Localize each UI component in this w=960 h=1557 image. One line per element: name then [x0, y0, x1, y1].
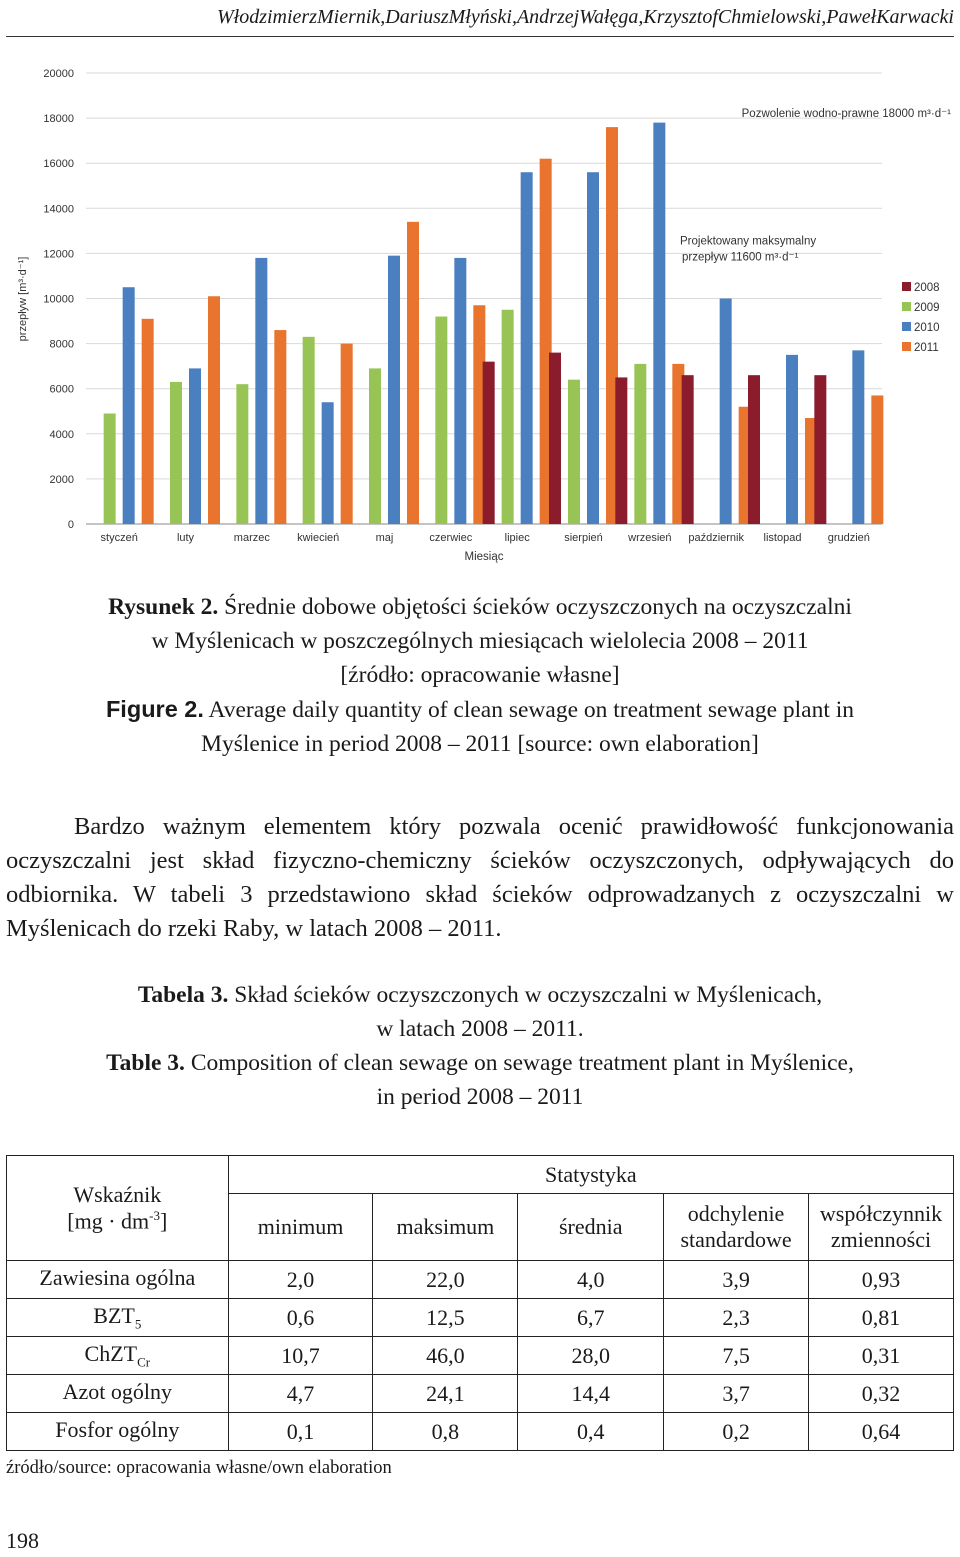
x-axis-label: Miesiąc	[464, 551, 504, 563]
legend-swatch-2011	[902, 342, 911, 351]
bar-2009	[435, 317, 447, 524]
x-tick-label: wrzesień	[628, 532, 672, 544]
bar-2010	[388, 256, 400, 524]
x-tick-label: sierpień	[564, 532, 603, 544]
table-caption-pl-line1	[0, 978, 960, 1012]
legend-label-2008: 2008	[914, 282, 940, 294]
source-note: źródło/source: opracowania własne/own elaboration	[6, 1458, 392, 1478]
y-tick-label: 12000	[43, 248, 74, 261]
bar-2009	[104, 414, 116, 524]
bar-2009	[634, 364, 646, 524]
row-name-text: Zawiesina ogólna	[39, 1264, 196, 1290]
table-row	[7, 1261, 954, 1299]
cell-min: 10,7	[228, 1337, 373, 1375]
cell-cv: 0,64	[809, 1413, 954, 1451]
cell-mean: 14,4	[518, 1375, 664, 1413]
table-label-pl: Tabela 3.	[137, 982, 229, 1008]
bar-2008	[682, 375, 694, 524]
bar-2009	[170, 382, 182, 524]
y-tick-label: 20000	[43, 68, 74, 80]
cell-max: 22,0	[373, 1261, 518, 1299]
cell-min: 4,7	[228, 1375, 373, 1413]
cell-cv: 0,32	[809, 1375, 954, 1413]
y-tick-label: 2000	[49, 473, 74, 486]
row-name	[7, 1299, 229, 1337]
table-caption-pl-line2: w latach 2008 – 2011.	[376, 1016, 584, 1042]
row-name	[7, 1413, 229, 1451]
cell-sd: 3,7	[664, 1375, 809, 1413]
unit-exponent: -3	[149, 1207, 161, 1223]
x-tick-label: kwiecień	[297, 532, 340, 544]
design-flow-annotation-line1: Projektowany maksymalny	[680, 235, 817, 248]
bar-2011	[208, 296, 220, 524]
table-header-row-1	[7, 1156, 954, 1194]
row-name-sub: 5	[134, 1316, 142, 1332]
cell-mean: 28,0	[518, 1337, 664, 1375]
permit-annotation: Pozwolenie wodno-prawne 18000 m³·d⁻¹	[741, 108, 951, 121]
x-tick-label: listopad	[763, 532, 802, 544]
y-tick-label: 4000	[49, 428, 74, 441]
indicator-header-cell	[7, 1156, 229, 1261]
col-srednia: średnia	[518, 1194, 664, 1261]
unit-header	[7, 1208, 228, 1234]
legend-swatch-2010	[902, 322, 911, 331]
bar-2010	[587, 172, 599, 524]
bar-2010	[255, 258, 267, 524]
bar-2010	[521, 172, 533, 524]
row-name	[7, 1375, 229, 1413]
table-row	[7, 1337, 954, 1375]
x-tick-label: grudzień	[827, 532, 870, 544]
x-tick-label: czerwiec	[429, 532, 473, 544]
cell-cv: 0,81	[809, 1299, 954, 1337]
cell-sd: 3,9	[664, 1261, 809, 1299]
y-tick-label: 0	[67, 519, 74, 531]
bar-2011	[274, 330, 286, 524]
y-tick-label: 18000	[43, 113, 74, 126]
cell-mean: 6,7	[518, 1299, 664, 1337]
table-caption-pl-text1: Skład ścieków oczyszczonych w oczyszczalni w Myślenicach,	[234, 982, 823, 1008]
figure-caption-pl-text1: Średnie dobowe objętości ścieków oczyszczonych na oczyszczalni	[224, 594, 852, 620]
cell-mean: 0,4	[518, 1413, 664, 1451]
figure-caption	[0, 590, 960, 761]
table-caption-en-text1: Composition of clean sewage on sewage treatment plant in Myślenice,	[190, 1050, 854, 1076]
bar-2010	[123, 287, 135, 524]
y-axis-label: przepływ [m³·d⁻¹]	[17, 256, 29, 342]
legend-label-2010: 2010	[914, 322, 940, 334]
bar-2008	[615, 377, 627, 524]
row-name-sub: Cr	[137, 1354, 151, 1370]
bar-2008	[483, 362, 495, 524]
composition-table	[6, 1155, 954, 1451]
statistics-header: Statystyka	[228, 1156, 953, 1194]
legend-swatch-2008	[902, 282, 911, 291]
cell-min: 0,1	[228, 1413, 373, 1451]
col-minimum: minimum	[228, 1194, 373, 1261]
figure-caption-pl-line3: [źródło: opracowanie własne]	[340, 662, 620, 688]
bar-2010	[454, 258, 466, 524]
table-caption-en-line2: in period 2008 – 2011	[376, 1084, 584, 1110]
bar-2009	[303, 337, 315, 524]
bar-2009	[236, 384, 248, 524]
cell-min: 0,6	[228, 1299, 373, 1337]
unit-suffix: ]	[160, 1208, 168, 1234]
bar-2010	[653, 123, 665, 524]
col-odchylenie-line2: standardowe	[680, 1227, 792, 1252]
table-row	[7, 1413, 954, 1451]
x-tick-label: styczeń	[100, 532, 138, 544]
legend-label-2009: 2009	[914, 302, 940, 314]
header-authors: WłodzimierzMiernik,DariuszMłyński,AndrzejWałęga,KrzysztofChmielowski,PawełKarwacki	[216, 6, 954, 28]
col-wspolczynnik-line1: współczynnik	[819, 1201, 943, 1226]
y-tick-label: 6000	[49, 383, 74, 396]
bar-2011	[142, 319, 154, 524]
cell-max: 12,5	[373, 1299, 518, 1337]
bar-2008	[748, 375, 760, 524]
page-number: 198	[6, 1528, 39, 1553]
legend-swatch-2009	[902, 302, 911, 311]
col-odchylenie-line1: odchylenie	[687, 1201, 785, 1226]
cell-cv: 0,31	[809, 1337, 954, 1375]
y-tick-label: 16000	[43, 158, 74, 171]
cell-mean: 4,0	[518, 1261, 664, 1299]
cell-max: 24,1	[373, 1375, 518, 1413]
row-name-text: Azot ogólny	[62, 1378, 173, 1404]
col-maksimum: maksimum	[373, 1194, 518, 1261]
bar-2010	[189, 368, 201, 524]
body-paragraph-text: Bardzo ważnym elementem który pozwala ocenić prawidłowość funkcjonowania oczyszczalni jest skład fizyczno-chemiczny ścieków oczyszczonych, odpływających do odbiornika. W tabeli 3 przedstawiono skład ścieków odprowadzanych z oczyszczalni w Myślenicach do rzeki Raby, w latach 2008 – 2011.	[6, 813, 954, 942]
table-label-en: Table 3.	[106, 1050, 185, 1076]
col-wspolczynnik	[809, 1194, 954, 1261]
table-row	[7, 1299, 954, 1337]
table-caption-en-line1	[0, 1046, 960, 1080]
row-name	[7, 1261, 229, 1299]
bar-2008	[814, 375, 826, 524]
bar-2010	[322, 402, 334, 524]
row-name-text: BZT	[93, 1302, 135, 1328]
col-odchylenie	[664, 1194, 809, 1261]
bar-2009	[369, 368, 381, 524]
bar-2009	[568, 380, 580, 524]
x-tick-label: lipiec	[504, 532, 530, 544]
y-tick-label: 8000	[49, 338, 74, 351]
cell-max: 46,0	[373, 1337, 518, 1375]
row-name	[7, 1337, 229, 1375]
cell-min: 2,0	[228, 1261, 373, 1299]
bar-2011	[871, 395, 883, 524]
bar-2010	[720, 299, 732, 525]
figure-caption-en-line1	[0, 692, 960, 727]
table-caption	[0, 978, 960, 1114]
body-paragraph	[6, 810, 954, 946]
x-tick-label: luty	[176, 532, 195, 544]
figure-label-pl: Rysunek 2.	[108, 594, 219, 620]
bar-2009	[502, 310, 514, 524]
table-row	[7, 1375, 954, 1413]
design-flow-annotation-line2: przepływ 11600 m³·d⁻¹	[682, 251, 799, 264]
x-tick-label: październik	[688, 532, 744, 544]
y-tick-label: 10000	[43, 293, 74, 306]
row-name-text: Fosfor ogólny	[55, 1416, 180, 1442]
bar-2008	[549, 353, 561, 524]
cell-max: 0,8	[373, 1413, 518, 1451]
cell-sd: 7,5	[664, 1337, 809, 1375]
unit-prefix: [mg · dm	[67, 1208, 150, 1234]
cell-sd: 2,3	[664, 1299, 809, 1337]
bar-2011	[341, 344, 353, 524]
legend-label-2011: 2011	[914, 342, 939, 354]
cell-cv: 0,93	[809, 1261, 954, 1299]
figure-caption-en-text1: Average daily quantity of clean sewage on treatment sewage plant in	[208, 697, 855, 723]
bar-chart	[0, 56, 960, 576]
x-tick-label: marzec	[233, 532, 270, 544]
row-name-text: ChZT	[84, 1340, 138, 1366]
bar-2011	[407, 222, 419, 524]
bar-2010	[786, 355, 798, 524]
cell-sd: 0,2	[664, 1413, 809, 1451]
running-header	[6, 2, 954, 37]
figure-caption-pl-line1	[0, 590, 960, 624]
col-wspolczynnik-line2: zmienności	[830, 1227, 932, 1252]
x-tick-label: maj	[375, 532, 394, 544]
figure-label-en: Figure 2.	[105, 696, 204, 722]
indicator-header: Wskaźnik	[73, 1181, 162, 1207]
figure-caption-en-line2: Myślenice in period 2008 – 2011 [source: own elaboration]	[201, 731, 759, 757]
y-tick-label: 14000	[43, 203, 74, 216]
figure-caption-pl-line2: w Myślenicach w poszczególnych miesiącach wielolecia 2008 – 2011	[151, 628, 809, 654]
bar-2010	[852, 350, 864, 524]
